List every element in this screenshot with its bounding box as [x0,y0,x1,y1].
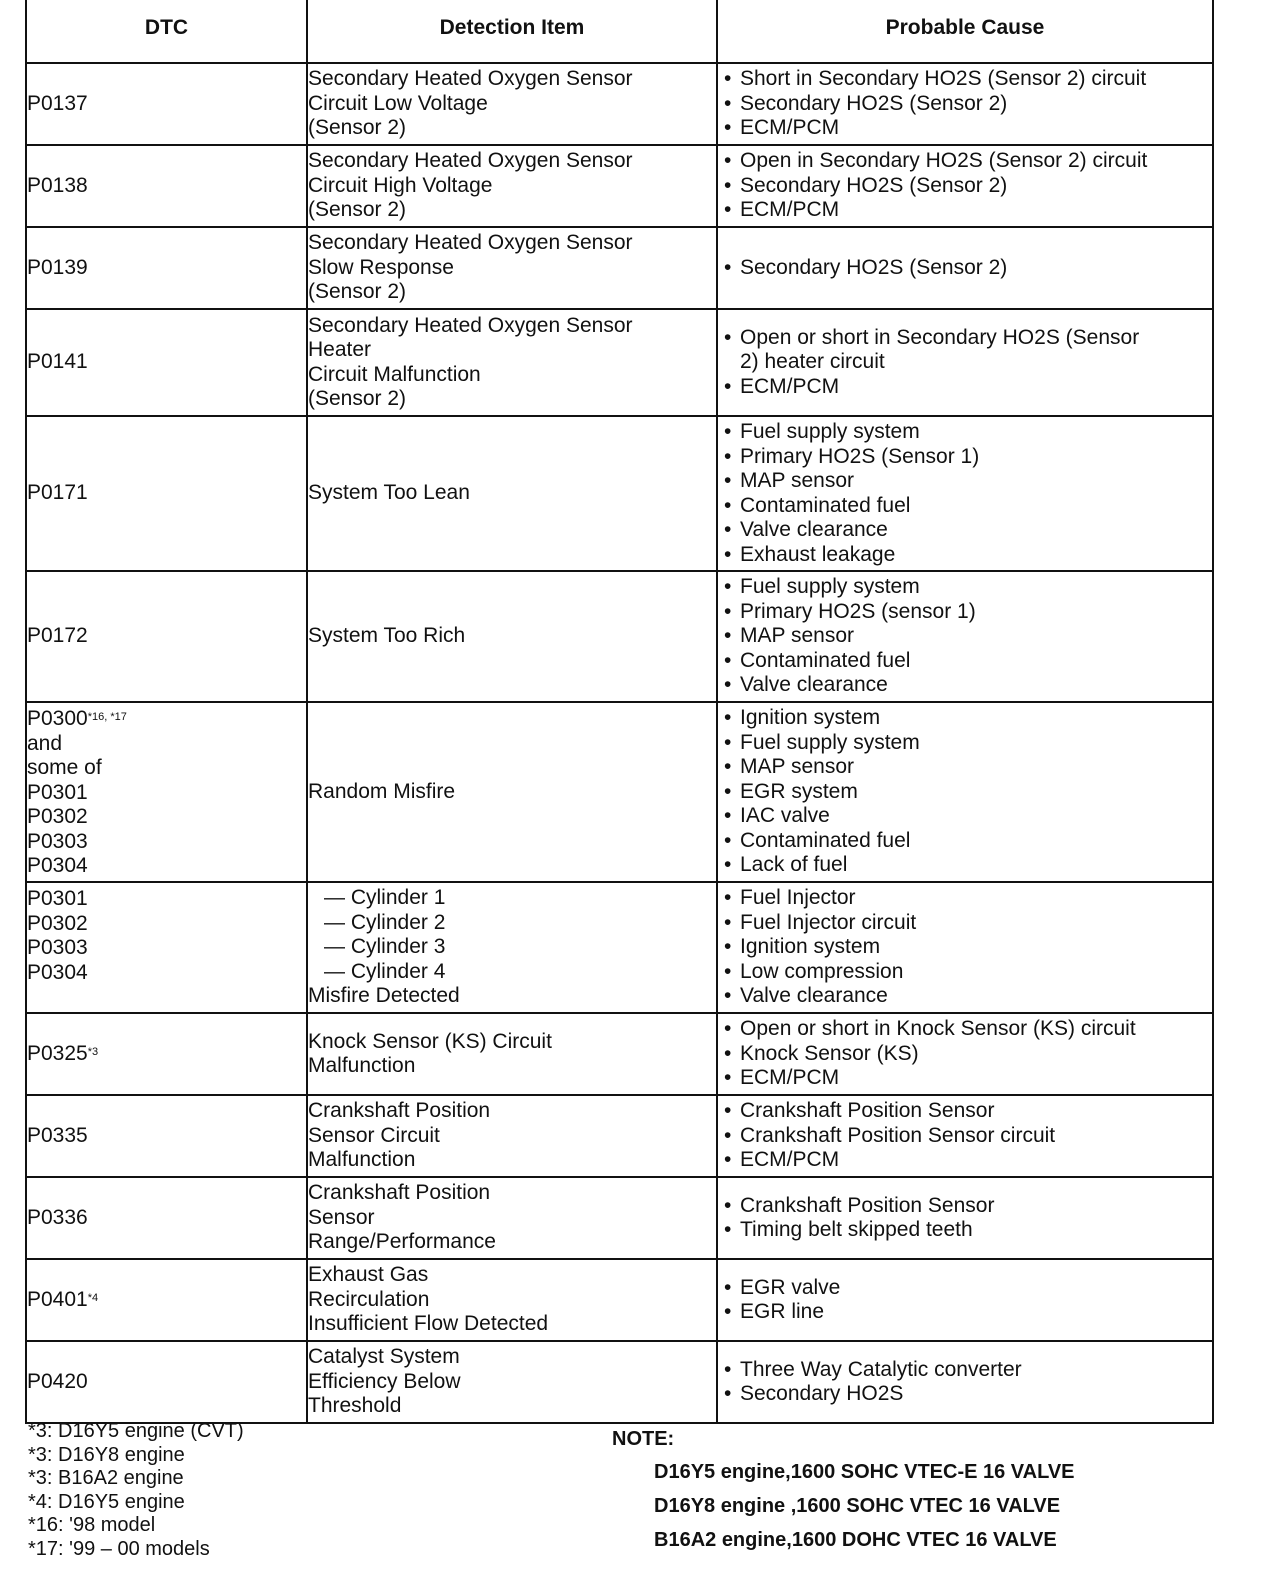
dtc-code-cell [26,882,307,1013]
probable-cause-cell [717,63,1213,145]
dtc-footnote-marker: *3 [87,1045,99,1058]
probable-cause-cell [717,227,1213,309]
detection-item-cell [307,227,717,309]
dtc-code: P0139 [27,255,88,279]
detection-item-cell [307,1177,717,1259]
probable-cause-item: • Valve clearance [718,984,1212,1009]
probable-cause-cell [717,1341,1213,1423]
detection-item-text: Malfunction [308,1054,416,1077]
probable-cause-item: • Knock Sensor (KS) [718,1042,1212,1067]
detection-item-cell [307,1341,717,1423]
probable-cause-item: • ECM/PCM [718,1066,1212,1091]
probable-cause-item: • Crankshaft Position Sensor [718,1194,1212,1219]
table-header-row [26,0,1213,63]
detection-item-text: Circuit Low Voltage [308,91,488,115]
table-row [26,145,1213,227]
probable-cause-item: • Secondary HO2S (Sensor 2) [718,174,1212,199]
dtc-code-cell [26,1013,307,1095]
probable-cause-item: • Fuel supply system [718,731,1212,756]
probable-cause-cell [717,145,1213,227]
detection-item-cell [307,416,717,571]
detection-item-text: (Sensor 2) [308,387,407,410]
dtc-code: P0301 [27,887,88,910]
table-row [26,63,1213,145]
detection-item-cell [307,702,717,882]
probable-cause-item: • Fuel supply system [718,575,1212,600]
detection-item-text: Secondary Heated Oxygen Sensor [308,149,633,173]
probable-cause-item: • Exhaust leakage [718,543,1212,568]
detection-item-text: Secondary Heated Oxygen Sensor [308,67,633,91]
header-dtc: DTC [26,0,307,63]
dtc-code: P0335 [27,1123,88,1147]
dtc-code: P0171 [27,481,88,505]
note-line: D16Y5 engine,1600 SOHC VTEC-E 16 VALVE [654,1461,1075,1483]
dtc-code: P0302 [27,911,88,935]
dtc-code: P0301 [27,780,88,804]
dtc-code: P0303 [27,936,88,959]
detection-item-cell [307,571,717,702]
probable-cause-item: • Secondary HO2S (Sensor 2) [718,92,1212,117]
probable-cause-item: • Lack of fuel [718,853,1212,878]
detection-item-text: Recirculation [308,1287,430,1311]
dtc-table [25,0,1214,1424]
note-line: B16A2 engine,1600 DOHC VTEC 16 VALVE [654,1529,1057,1551]
probable-cause-cell [717,1095,1213,1177]
probable-cause-cell [717,1259,1213,1341]
detection-item-text: Misfire Detected [308,984,460,1008]
probable-cause-item: • Valve clearance [718,518,1212,543]
table-row [26,416,1213,571]
detection-item-cell [307,882,717,1013]
dtc-code-cell [26,145,307,227]
probable-cause-item: • Ignition system [718,935,1212,960]
probable-cause-item: • Open or short in Knock Sensor (KS) circuit [718,1017,1212,1042]
detection-item-text: Sensor Circuit [308,1123,440,1147]
detection-item-text: — Cylinder 3 [324,935,446,959]
dtc-code-cell [26,227,307,309]
detection-item-cell [307,1095,717,1177]
probable-cause-item: • Contaminated fuel [718,829,1212,854]
probable-cause-item: • Fuel supply system [718,420,1212,445]
dtc-code: P0172 [27,624,88,648]
table-row [26,1013,1213,1095]
detection-item-text: Range/Performance [308,1230,496,1254]
probable-cause-item: • ECM/PCM [718,1148,1212,1173]
probable-cause-item-continued: 2) heater circuit [740,350,885,374]
dtc-table-body [26,63,1213,1423]
table-row [26,571,1213,702]
dtc-code-cell [26,702,307,882]
detection-item-text: Circuit High Voltage [308,173,493,197]
footnote: *3: D16Y5 engine (CVT) [28,1420,244,1442]
detection-item-text: Secondary Heated Oxygen Sensor [308,231,633,255]
probable-cause-item: • MAP sensor [718,755,1212,780]
dtc-code-cell [26,416,307,571]
probable-cause-item: • Short in Secondary HO2S (Sensor 2) circuit [718,67,1212,92]
detection-item-text: (Sensor 2) [308,198,407,222]
probable-cause-item: • Contaminated fuel [718,494,1212,519]
dtc-code: P0304 [27,854,88,877]
probable-cause-item: • Contaminated fuel [718,649,1212,674]
dtc-code: P0420 [27,1369,88,1393]
probable-cause-item: • EGR valve [718,1276,1212,1301]
detection-item-text: Circuit Malfunction [308,362,481,386]
detection-item-cell [307,145,717,227]
probable-cause-cell [717,702,1213,882]
dtc-code: P0401$^{*4}$ [27,1287,99,1311]
dtc-footnote-marker: *4 [87,1291,99,1304]
dtc-code-cell [26,1177,307,1259]
dtc-code: P0137 [27,91,88,115]
table-row [26,882,1213,1013]
table-row [26,1177,1213,1259]
probable-cause-item: • Crankshaft Position Sensor circuit [718,1124,1212,1149]
footnote: *4: D16Y5 engine [28,1490,185,1513]
dtc-code: P0325$^{*3}$ [27,1041,99,1065]
probable-cause-item: • Open in Secondary HO2S (Sensor 2) circuit [718,149,1212,174]
table-row [26,702,1213,882]
dtc-code: P0303 [27,829,88,853]
dtc-code: P0304 [27,960,88,984]
note-block [612,1428,1075,1553]
detection-item-text: Catalyst System [308,1345,460,1369]
note-line: D16Y8 engine ,1600 SOHC VTEC 16 VALVE [654,1495,1061,1517]
detection-item-text: Insufficient Flow Detected [308,1312,549,1336]
detection-item-text: Exhaust Gas [308,1263,429,1287]
dtc-code: P0302 [27,805,88,828]
probable-cause-item: • Fuel Injector circuit [718,911,1212,936]
dtc-code: P0141 [27,350,88,374]
probable-cause-cell [717,1177,1213,1259]
detection-item-text: — Cylinder 2 [324,910,446,934]
probable-cause-item: • Timing belt skipped teeth [718,1218,1212,1243]
probable-cause-cell [717,571,1213,702]
dtc-code: P0336 [27,1205,88,1229]
detection-item-cell [307,309,717,416]
header-probable-cause: Probable Cause [717,0,1213,63]
probable-cause-cell [717,309,1213,416]
detection-item-text: (Sensor 2) [308,116,407,140]
probable-cause-cell [717,416,1213,571]
probable-cause-item: • Valve clearance [718,673,1212,698]
probable-cause-item: • Fuel Injector [718,886,1212,911]
probable-cause-item: • IAC valve [718,804,1212,829]
probable-cause-item: • Secondary HO2S (Sensor 2) [718,256,1212,281]
footnote: *16: '98 model [28,1514,156,1536]
detection-item-cell [307,63,717,145]
table-row [26,1259,1213,1341]
header-detection-item: Detection Item [307,0,717,63]
probable-cause-item: • ECM/PCM [718,375,1212,400]
dtc-code: $P0300^{*16, *17}$ [27,707,127,730]
detection-item-text: Heater [308,338,372,361]
dtc-code-cell [26,63,307,145]
dtc-code: P0138 [27,173,88,197]
probable-cause-item: • Secondary HO2S [718,1382,1212,1407]
detection-item-cell [307,1013,717,1095]
probable-cause-item: • EGR line [718,1300,1212,1325]
detection-item-cell [307,1259,717,1341]
detection-item-text: Sensor [308,1205,375,1229]
footnotes [28,1420,244,1561]
probable-cause-item: • ECM/PCM [718,198,1212,223]
probable-cause-item: • Three Way Catalytic converter [718,1358,1212,1383]
dtc-code-cell [26,1341,307,1423]
probable-cause-item: • Ignition system [718,706,1212,731]
footnote: *17: '99 – 00 models [28,1537,210,1560]
detection-item-text: Malfunction [308,1148,416,1172]
probable-cause-item: • ECM/PCM [718,116,1212,141]
detection-item-text: Knock Sensor (KS) Circuit [308,1029,552,1053]
detection-item-text: System Too Lean [308,481,470,505]
table-row [26,1341,1213,1423]
detection-item-text: Crankshaft Position [308,1181,491,1205]
detection-item-text: Secondary Heated Oxygen Sensor [308,313,633,337]
probable-cause-item: • MAP sensor [718,469,1212,494]
footnote: *3: D16Y8 engine [28,1443,185,1466]
probable-cause-item: • Low compression [718,960,1212,985]
probable-cause-cell [717,1013,1213,1095]
dtc-code-cell [26,571,307,702]
table-row [26,309,1213,416]
dtc-code: and [27,731,63,755]
dtc-code-cell [26,1095,307,1177]
note-label: NOTE: [612,1428,675,1450]
detection-item-text: — Cylinder 4 [324,959,446,983]
dtc-code: some of [27,756,102,779]
detection-item-text: Efficiency Below [308,1369,461,1393]
dtc-code-cell [26,1259,307,1341]
footnote: *3: B16A2 engine [28,1467,184,1489]
detection-item-text: Threshold [308,1394,402,1418]
detection-item-text: (Sensor 2) [308,280,407,304]
detection-item-text: Crankshaft Position [308,1099,491,1123]
detection-item-text: Random Misfire [308,779,456,803]
probable-cause-item: • Primary HO2S (Sensor 1) [718,445,1212,470]
probable-cause-item: • EGR system [718,780,1212,805]
detection-item-text: Slow Response [308,255,454,279]
table-row [26,227,1213,309]
probable-cause-item: • MAP sensor [718,624,1212,649]
probable-cause-cell [717,882,1213,1013]
dtc-footnote-marker: *16, *17 [87,711,127,723]
table-row [26,1095,1213,1177]
probable-cause-item: • Open or short in Secondary HO2S (Sensor [718,326,1212,351]
probable-cause-item: • Primary HO2S (sensor 1) [718,600,1212,625]
dtc-code-cell [26,309,307,416]
detection-item-text: System Too Rich [308,624,466,648]
detection-item-text: — Cylinder 1 [324,886,446,910]
probable-cause-item: • Crankshaft Position Sensor [718,1099,1212,1124]
